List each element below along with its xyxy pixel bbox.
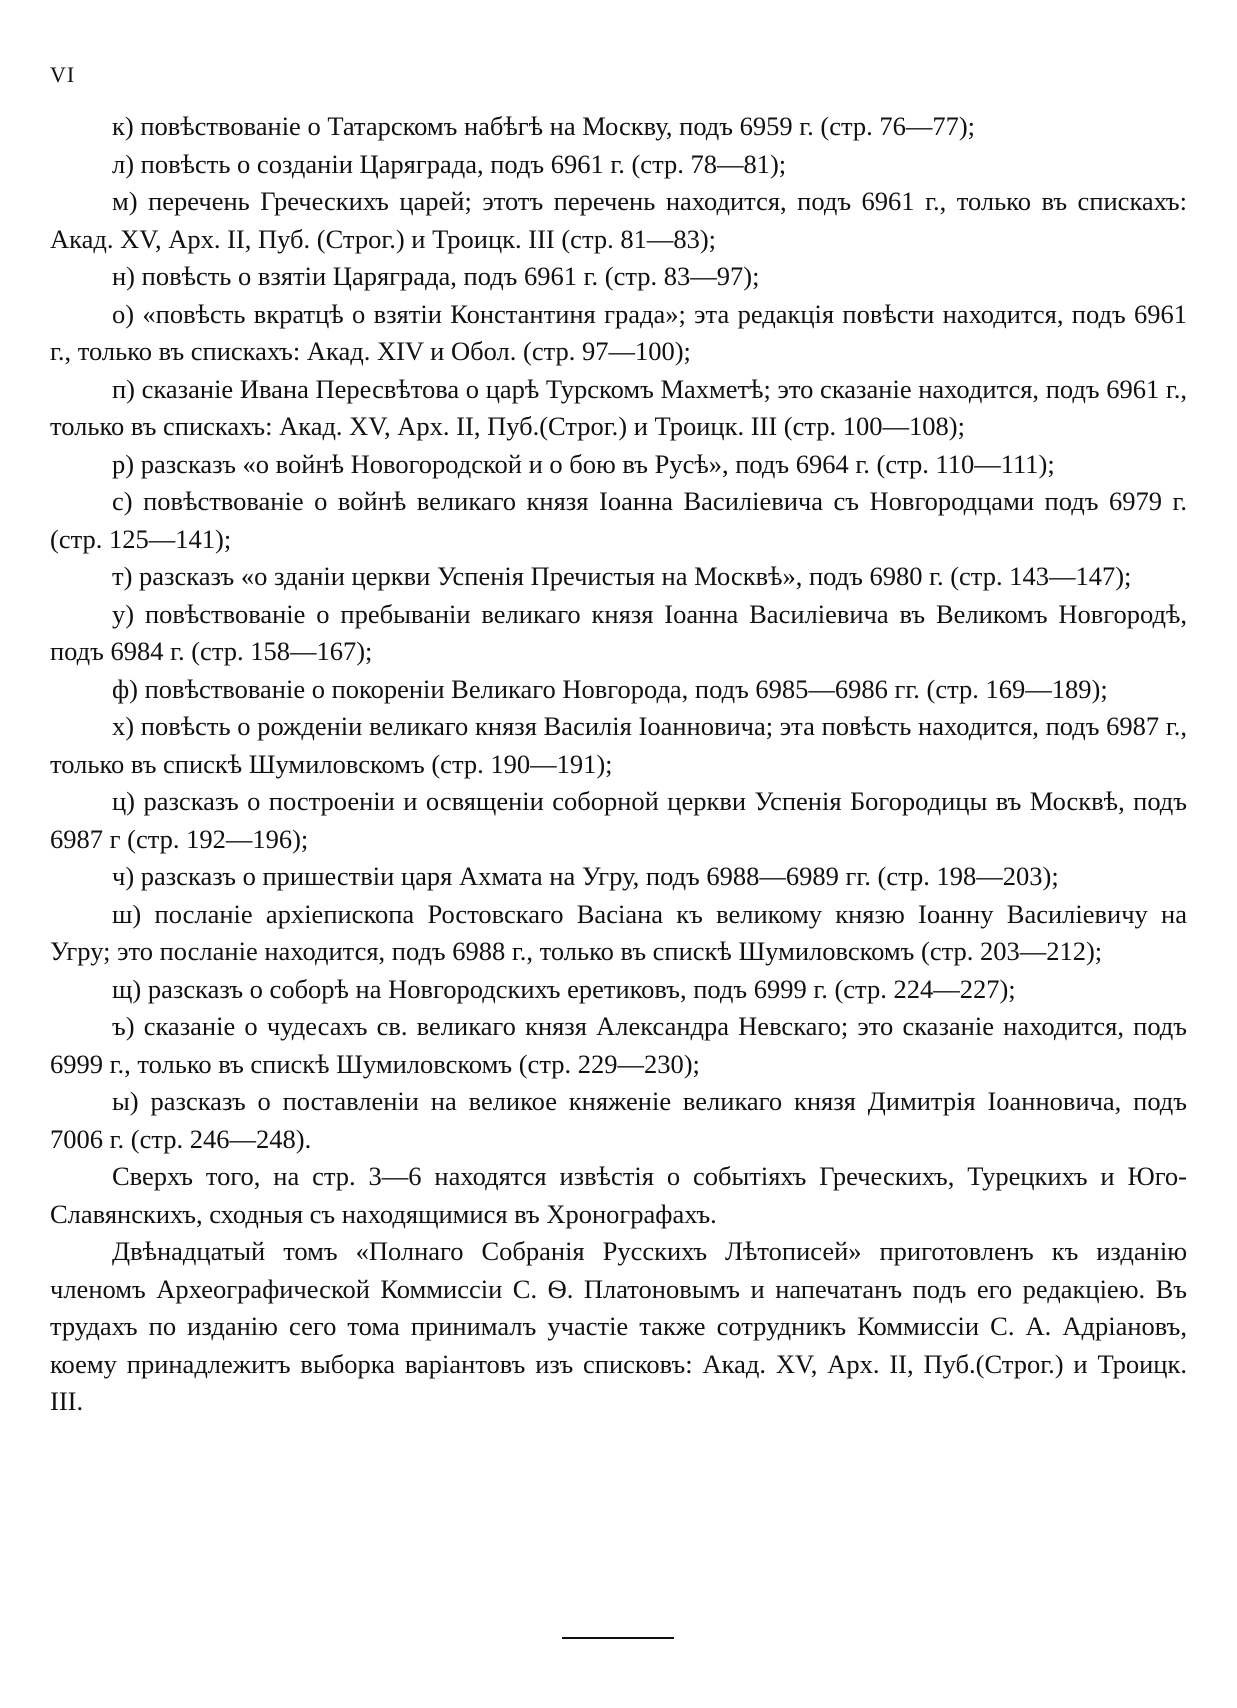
list-item-u: у) повѣствованіе о пребываніи великаго князя Іоанна Василіевича въ Великомъ Новгородѣ, подъ 6984 г. (стр. 158—167); [50,598,1187,666]
list-item-shch: щ) разсказъ о соборѣ на Новгородскихъ еретиковъ, подъ 6999 г. (стр. 224—227); [112,973,1016,1004]
end-rule [562,1637,674,1639]
list-item-l: л) повѣсть о созданіи Царяграда, подъ 6961 г. (стр. 78—81); [112,148,787,179]
list-item-hard-sign: ъ) сказаніе о чудесахъ св. великаго князя Александра Невскаго; это сказаніе находится, подъ 6999 г., только въ спискѣ Шумиловскомъ (стр. 229—230); [50,1011,1187,1079]
list-item-p: п) сказаніе Ивана Пересвѣтова о царѣ Турскомъ Махметѣ; это сказаніе находится, подъ 6961 г., только въ спискахъ: Акад. XV, Арх. II, Пуб.(Строг.) и Троицк. III (стр. 100—108); [50,373,1187,441]
list-item-k: к) повѣствованіе о Татарскомъ набѣгѣ на Москву, подъ 6959 г. (стр. 76—77); [112,111,976,141]
list-item-s: с) повѣствованіе о войнѣ великаго князя Іоанна Василіевича съ Новгородцами подъ 6979 г. (стр. 125—141); [50,486,1187,554]
paragraph-supplement: Сверхъ того, на стр. 3—6 находятся извѣстія о событіяхъ Греческихъ, Турецкихъ и Юго-Славянскихъ, сходныя съ находящимися въ Хронографахъ. [50,1161,1187,1229]
page-number: VI [50,62,76,87]
main-text [50,108,1187,1421]
list-item-ch: ч) разсказъ о пришествіи царя Ахмата на Угру, подъ 6988—6989 гг. (стр. 198—203); [112,861,1059,891]
list-item-n: н) повѣсть о взятіи Царяграда, подъ 6961 г. (стр. 83—97); [112,261,760,291]
list-item-r: р) разсказъ «о войнѣ Новогородской и о бою въ Русѣ», подъ 6964 г. (стр. 110—111); [112,448,1055,479]
list-item-ts: ц) разсказъ о построеніи и освященіи соборной церкви Успенія Богородицы въ Москвѣ, подъ 6987 г (стр. 192—196); [50,786,1187,854]
list-item-kh: х) повѣсть о рожденіи великаго князя Василія Іоанновича; эта повѣсть находится, подъ 6987 г., только въ спискѣ Шумиловскомъ (стр. 190—191); [50,711,1187,779]
list-item-m: м) перечень Греческихъ царей; этотъ перечень находится, подъ 6961 г., только въ спискахъ: Акад. XV, Арх. II, Пуб. (Строг.) и Троицк. III (стр. 81—83); [50,186,1187,254]
list-item-f: ф) повѣствованіе о покореніи Великаго Новгорода, подъ 6985—6986 гг. (стр. 169—189); [112,673,1108,704]
paragraph-editorial-note: Двѣнадцатый томъ «Полнаго Собранія Русскихъ Лѣтописей» приготовленъ къ изданію членомъ Археографической Коммиссіи С. Ѳ. Платоновымъ и напечатанъ подъ его редакціею. Въ трудахъ по изданію сего тома принималъ участіе также сотрудникъ Коммиссіи С. А. Адріановъ, коему принадлежитъ выборка варіантовъ изъ списковъ: Акад. XV, Арх. II, Пуб.(Строг.) и Троицк. III. [50,1236,1187,1416]
list-item-t: т) разсказъ «о зданіи церкви Успенія Пречистыя на Москвѣ», подъ 6980 г. (стр. 143—147); [112,561,1132,591]
list-item-sh: ш) посланіе архіепископа Ростовскаго Васіана къ великому князю Іоанну Василіевичу на Угру; это посланіе находится, подъ 6988 г., только въ спискѣ Шумиловскомъ (стр. 203—212); [50,898,1187,966]
list-item-y: ы) разсказъ о поставленіи на великое княженіе великаго князя Димитрія Іоанновича, подъ 7006 г. (стр. 246—248). [50,1086,1187,1154]
list-item-o: о) «повѣсть вкратцѣ о взятіи Константиня града»; эта редакція повѣсти находится, подъ 6961 г., только въ спискахъ: Акад. XIV и Обол. (стр. 97—100); [50,298,1187,366]
